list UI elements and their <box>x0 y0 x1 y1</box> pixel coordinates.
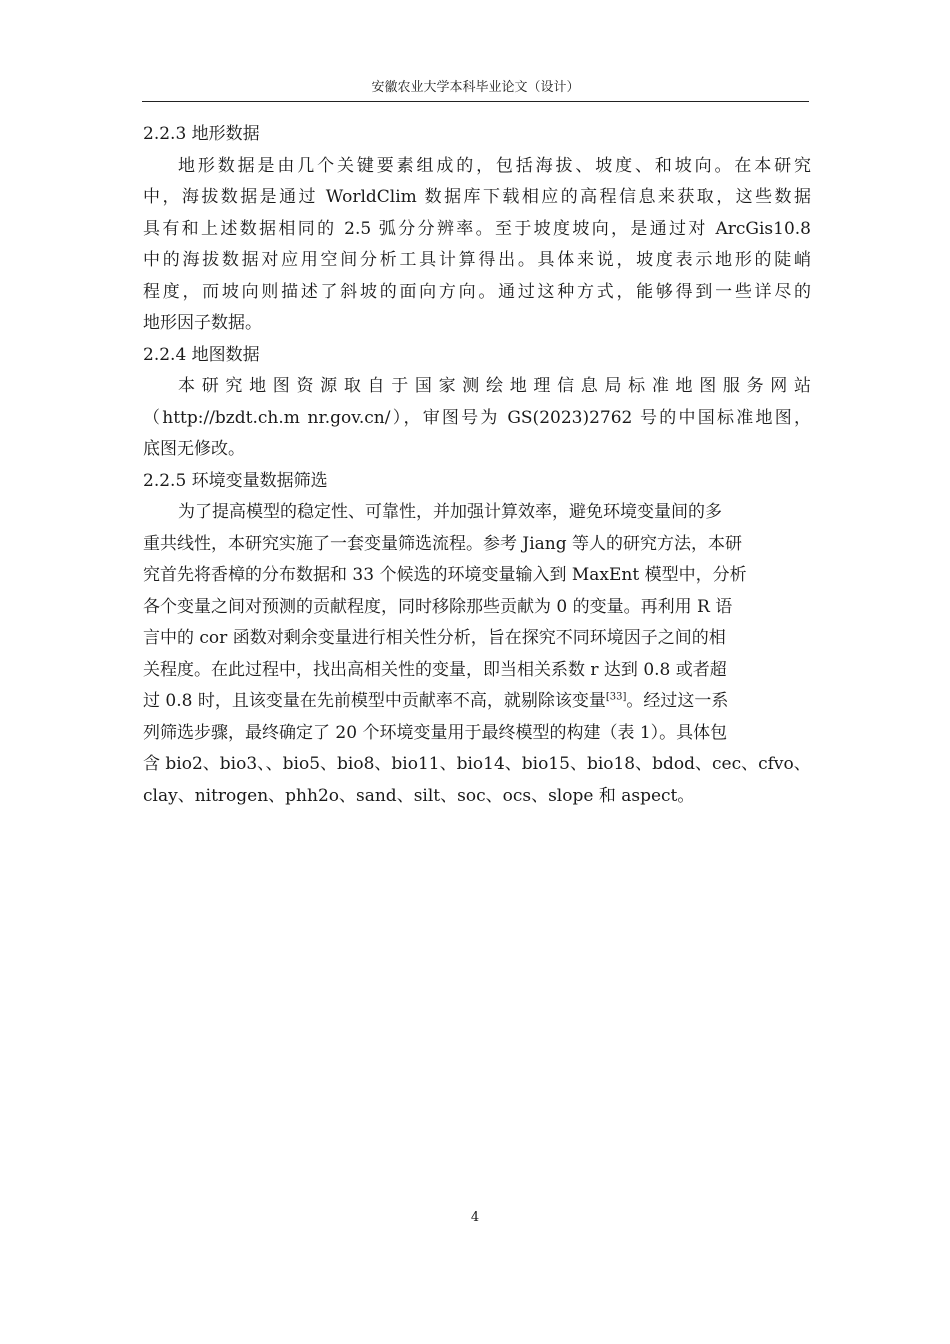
paragraph-line: 关程度。在此过程中，找出高相关性的变量，即当相关系数 r 达到 0.8 或者超 <box>143 659 727 680</box>
paragraph-line: 中的海拔数据对应用空间分析工具计算得出。具体来说，坡度表示地形的陡峭 <box>143 250 811 270</box>
paragraph-line: 各个变量之间对预测的贡献程度，同时移除那些贡献为 0 的变量。再利用 R 语 <box>143 596 733 617</box>
paragraph-line: 中，海拔数据是通过 WorldClim 数据库下载相应的高程信息来获取，这些数据 <box>143 187 811 207</box>
paragraph-line: clay、nitrogen、phh2o、sand、silt、soc、ocs、slope 和 aspect。 <box>143 785 695 806</box>
citation-ref: [33] <box>605 691 627 703</box>
header-rule <box>142 101 809 102</box>
running-header: 安徽农业大学本科毕业论文（设计） <box>371 80 580 95</box>
paragraph-line: 究首先将香樟的分布数据和 33 个候选的环境变量输入到 MaxEnt 模型中，分析 <box>143 565 747 585</box>
page-number: 4 <box>470 1210 480 1225</box>
paragraph-line: 程度，而坡向则描述了斜坡的面向方向。通过这种方式，能够得到一些详尽的 <box>143 281 811 302</box>
paragraph-line: 本研究地图资源取自于国家测绘地理信息局标准地图服务网站 <box>178 376 811 396</box>
paragraph-line: 重共线性，本研究实施了一套变量筛选流程。参考 Jiang 等人的研究方法，本研 <box>143 533 743 554</box>
paragraph-line: 具有和上述数据相同的 2.5 弧分分辨率。至于坡度坡向，是通过对 ArcGis10.8 <box>143 218 811 239</box>
paragraph-line: 列筛选步骤，最终确定了 20 个环境变量用于最终模型的构建（表 1）。具体包 <box>143 722 728 743</box>
paragraph-line: 言中的 cor 函数对剩余变量进行相关性分析，旨在探究不同环境因子之间的相 <box>143 628 726 648</box>
section-heading-terrain: 2.2.3 地形数据 <box>143 124 260 144</box>
paragraph-line: 地形数据是由几个关键要素组成的，包括海拔、坡度、和坡向。在本研究 <box>178 155 811 176</box>
paragraph-line: （http://bzdt.ch.m nr.gov.cn/），审图号为 GS(2023)2762 号的中国标准地图， <box>143 407 811 428</box>
document-body <box>143 119 811 812</box>
paragraph-line: 为了提高模型的稳定性、可靠性，并加强计算效率，避免环境变量间的多 <box>178 502 722 522</box>
paragraph-line: 地形因子数据。 <box>143 313 262 333</box>
paragraph-text: 过 0.8 时，且该变量在先前模型中贡献率不高，就剔除该变量 <box>143 691 606 711</box>
paragraph-line-with-citation <box>143 686 811 718</box>
section-heading-variable-screening: 2.2.5 环境变量数据筛选 <box>143 470 328 491</box>
paragraph-text: 。经过这一系 <box>626 691 729 711</box>
section-heading-map: 2.2.4 地图数据 <box>143 344 260 365</box>
paragraph-line: 底图无修改。 <box>143 439 245 459</box>
paragraph-line: 含 bio2、bio3、、bio5、bio8、bio11、bio14、bio15、bio18、bdod、cec、cfvo、 <box>143 754 811 774</box>
